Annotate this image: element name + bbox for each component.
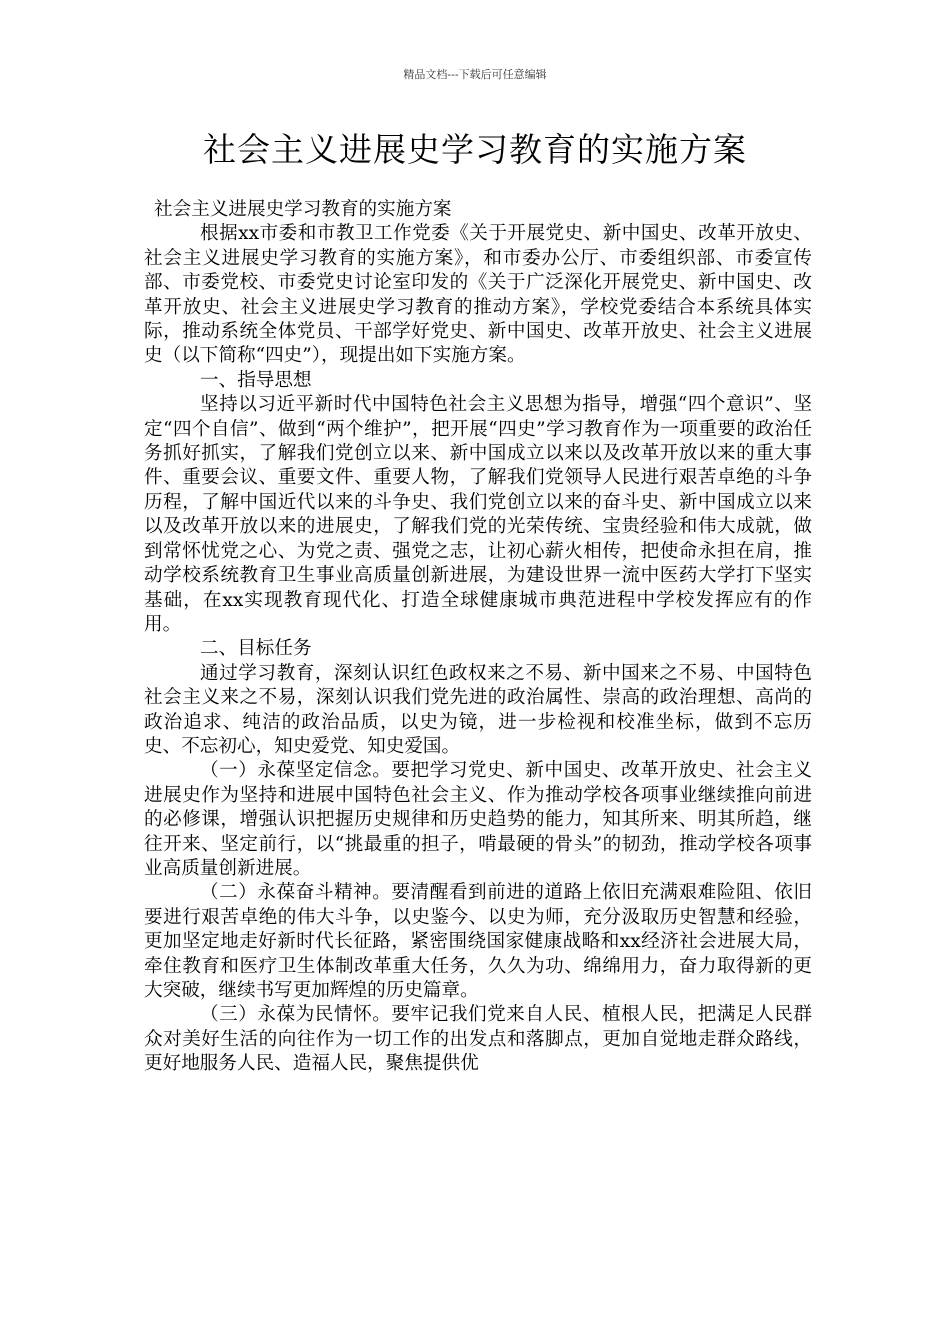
document-title: 社会主义进展史学习教育的实施方案 — [203, 130, 747, 169]
header-note: 精品文档---下载后可任意编辑 — [403, 68, 547, 81]
document-subtitle: 社会主义进展史学习教育的实施方案 — [154, 199, 452, 220]
document-body — [144, 198, 812, 1077]
paragraph-goals: 通过学习教育，深刻认识红色政权来之不易、新中国来之不易、中国特色社会主义来之不易，深刻认识我们党先进的政治属性、崇高的政治理想、高尚的政治追求、纯洁的政治品质，以史为镜，进一步检视和校准坐标，做到不忘历史、不忘初心，知史爱党、知史爱国。 — [144, 662, 812, 757]
paragraph-intro: 根据xx市委和市教卫工作党委《关于开展党史、新中国史、改革开放史、社会主义进展史学习教育的实施方案》，和市委办公厅、市委组织部、市委宣传部、市委党校、市委党史讨论室印发的《关于广泛深化开展党史、新中国史、改革开放史、社会主义进展史学习教育的推动方案》，学校党委结合本系统具体实际，推动系统全体党员、干部学好党史、新中国史、改革开放史、社会主义进展史（以下简称“四史”），现提出如下实施方案。 — [144, 223, 812, 367]
section-heading-guiding: 一、指导思想 — [200, 369, 312, 391]
section-heading-goals: 二、目标任务 — [200, 638, 312, 660]
paragraph-guiding: 坚持以习近平新时代中国特色社会主义思想为指导，增强“四个意识”、坚定“四个自信”、做到“两个维护”，把开展“四史”学习教育作为一项重要的政治任务抓好抓实，了解我们党创立以来、新中国成立以来以及改革开放以来的重大事件、重要会议、重要文件、重要人物，了解我们党领导人民进行艰苦卓绝的斗争历程，了解中国近代以来的斗争史、我们党创立以来的奋斗史、新中国成立以来以及改革开放以来的进展史，了解我们党的光荣传统、宝贵经验和伟大成就，做到常怀忧党之心、为党之责、强党之志，让初心薪火相传，把使命永担在肩，推动学校系统教育卫生事业高质量创新进展，为建设世界一流中医药大学打下坚实基础，在xx实现教育现代化、打造全球健康城市典范进程中学校发挥应有的作用。 — [144, 394, 812, 635]
paragraph-item-1: （一）永葆坚定信念。要把学习党史、新中国史、改革开放史、社会主义进展史作为坚持和进展中国特色社会主义、作为推动学校各项事业继续推向前进的必修课，增强认识把握历史规律和历史趋势的能力，知其所来、明其所趋，继往开来、坚定前行，以“挑最重的担子，啃最硬的骨头”的韧劲，推动学校各项事业高质量创新进展。 — [144, 760, 812, 879]
paragraph-item-2: （二）永葆奋斗精神。要清醒看到前进的道路上依旧充满艰难险阻、依旧要进行艰苦卓绝的伟大斗争，以史鉴今、以史为师，充分汲取历史智慧和经验，更加坚定地走好新时代长征路，紧密围绕国家健康战略和xx经济社会进展大局，牵住教育和医疗卫生体制改革重大任务，久久为功、绵绵用力，奋力取得新的更大突破，继续书写更加辉煌的历史篇章。 — [144, 882, 812, 1001]
paragraph-item-3: （三）永葆为民情怀。要牢记我们党来自人民、植根人民，把满足人民群众对美好生活的向往作为一切工作的出发点和落脚点，更加自觉地走群众路线，更好地服务人民、造福人民，聚焦提供优 — [144, 1004, 812, 1075]
